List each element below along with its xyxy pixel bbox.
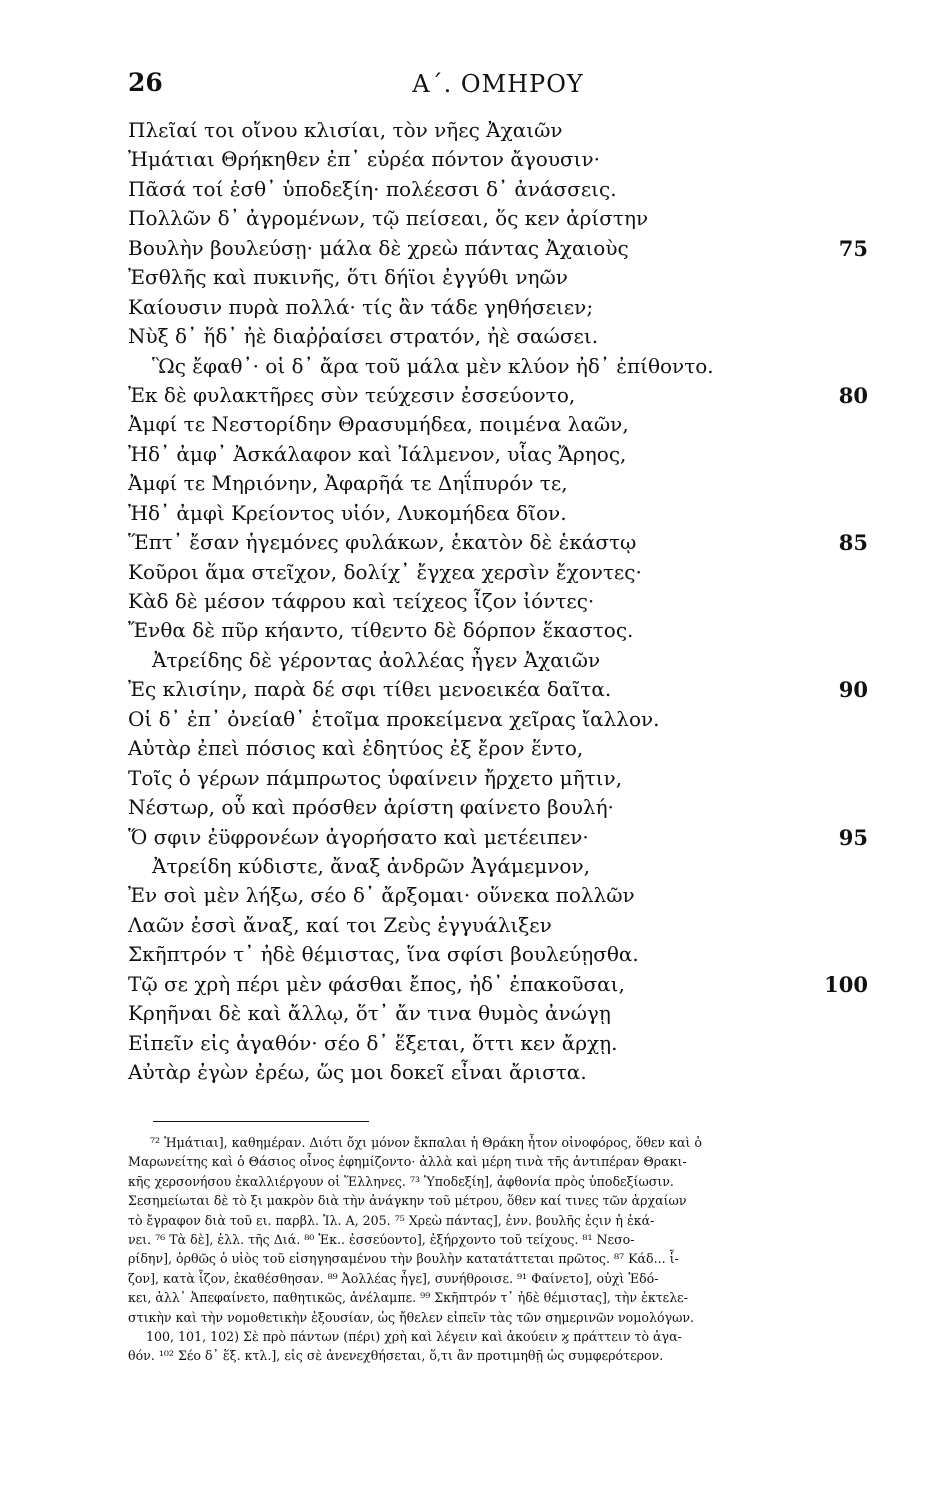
line-number: 80 bbox=[838, 382, 868, 408]
line-number: 85 bbox=[838, 530, 868, 556]
verse-line bbox=[128, 793, 868, 822]
footnote-line: ζον], κατὰ ἷζον, ἐκαθέσθησαν. ⁸⁹ Ἀολλέας ἦγε], συνήθροισε. ⁹¹ Φαίνετο], οὐχὶ Ἐδό- bbox=[128, 1270, 659, 1286]
verse-line bbox=[128, 587, 868, 616]
verse-text: Αὐτὰρ ἐγὼν ἐρέω, ὥς μοι δοκεῖ εἶναι ἄριστα. bbox=[128, 1060, 587, 1084]
verse-text: Νὺξ δ᾽ ἥδ᾽ ἠὲ διαῤῥαίσει στρατόν, ἠὲ σαώσει. bbox=[128, 324, 599, 349]
verse-line bbox=[128, 940, 868, 969]
footnote-line: ⁷² Ἠμάτιαι], καθημέραν. Διότι ὄχι μόνον ἔκπαλαι ἡ Θράκη ἦτον οἰνοφόρος, ὅθεν καὶ ὁ bbox=[150, 1135, 702, 1150]
verse-line bbox=[128, 263, 868, 292]
verse-text: Λαῶν ἐσσὶ ἄναξ, καί τοι Ζεὺς ἐγγυάλιξεν bbox=[128, 912, 552, 937]
footnote-line: Μαρωνείτης καὶ ὁ Θάσιος οἶνος ἐφημίζοντο· ἀλλὰ καὶ μέρη τινὰ τῆς ἀντιπέραν Θρακι- bbox=[128, 1154, 687, 1170]
verse-text: Νέστωρ, οὗ καὶ πρόσθεν ἀρίστη φαίνετο βουλή· bbox=[128, 795, 614, 820]
verse-line bbox=[128, 145, 868, 174]
verse-line bbox=[128, 911, 868, 940]
verse-text: Ἐς κλισίην, παρὰ δέ σφι τίθει μενοεικέα δαῖτα. bbox=[128, 677, 612, 702]
verse-text: Σκῆπτρόν τ᾽ ἠδὲ θέμιστας, ἵνα σφίσι βουλεύῃσθα. bbox=[128, 942, 639, 967]
page-header bbox=[128, 68, 868, 108]
footnote-line: στικὴν καὶ τὴν νομοθετικὴν ἐξουσίαν, ὡς ἤθελεν εἰπεῖν τὰς τῶν σημερινῶν νομολόγων. bbox=[128, 1309, 695, 1325]
verse-text: Ἕπτ᾽ ἔσαν ἡγεμόνες φυλάκων, ἑκατὸν δὲ ἑκάστῳ bbox=[128, 530, 637, 555]
verse-line bbox=[128, 705, 868, 734]
verse-text: Πᾶσά τοί ἐσθ᾽ ὑποδεξίη· πολέεσσι δ᾽ ἀνάσσεις. bbox=[128, 176, 617, 201]
line-number: 95 bbox=[838, 824, 868, 850]
verse-text: Ἀτρείδης δὲ γέροντας ἀολλέας ἦγεν Ἀχαιῶν bbox=[152, 647, 601, 672]
verse-text: Εἰπεῖν εἰς ἀγαθόν· σέο δ᾽ ἕξεται, ὅττι κεν ἄρχῃ. bbox=[128, 1030, 618, 1055]
verse-line bbox=[128, 1058, 868, 1087]
verse-text: Ἠδ᾽ ἀμφ᾽ Ἀσκάλαφον καὶ Ἰάλμενον, υἷας Ἄρηος, bbox=[128, 441, 627, 466]
verse-text: Ἀτρείδη κύδιστε, ἄναξ ἀνδρῶν Ἀγάμεμνον, bbox=[152, 853, 590, 878]
verse-line bbox=[128, 499, 868, 528]
verse-text: Καίουσιν πυρὰ πολλά· τίς ἂν τάδε γηθήσειεν; bbox=[128, 294, 594, 319]
verse-line bbox=[128, 646, 868, 675]
verse-text: Ἠμάτιαι Θρήκηθεν ἐπ᾽ εὐρέα πόντον ἄγουσιν· bbox=[128, 147, 600, 172]
footnote-line: τὸ ἔγραφον διὰ τοῦ ει. παρβλ. Ἰλ. Α, 205. ⁷⁵ Χρεὼ πάντας], ἐνν. βουλῆς ἐςιν ἡ ἐκά- bbox=[128, 1212, 655, 1228]
verse-line bbox=[128, 999, 868, 1028]
verse-line bbox=[128, 116, 868, 145]
verse-line bbox=[128, 204, 868, 233]
page-number: 26 bbox=[128, 68, 163, 97]
verse-line bbox=[128, 440, 868, 469]
verse-text: Οἱ δ᾽ ἐπ᾽ ὀνείαθ᾽ ἑτοῖμα προκείμενα χεῖρας ἴαλλον. bbox=[128, 706, 660, 731]
verse-line bbox=[128, 558, 868, 587]
verse-text: Πολλῶν δ᾽ ἀγρομένων, τῷ πείσεαι, ὅς κεν ἀρίστην bbox=[128, 206, 649, 231]
verse-text: Τοῖς ὁ γέρων πάμπρωτος ὑφαίνειν ἤρχετο μῆτιν, bbox=[128, 765, 623, 790]
footnote-line: κῆς χερσονήσου ἐκαλλιέργουν οἱ Ἕλληνες. ⁷³ Ὑποδεξίη], ἀφθονία πρὸς ὑποδεξίωσιν. bbox=[128, 1173, 674, 1189]
verse-text: Ἐσθλῆς καὶ πυκινῆς, ὅτι δήϊοι ἐγγύθι νηῶν bbox=[128, 265, 568, 290]
verse-text: Ἀμφί τε Νεστορίδην Θρασυμήδεα, ποιμένα λαῶν, bbox=[128, 412, 629, 437]
verse-text: Τῷ σε χρὴ πέρι μὲν φάσθαι ἔπος, ἠδ᾽ ἐπακοῦσαι, bbox=[128, 971, 625, 996]
verse-text: Ὅ σφιν ἐϋφρονέων ἀγορήσατο καὶ μετέειπεν· bbox=[128, 824, 589, 849]
verse-block bbox=[128, 116, 868, 1087]
verse-text: Κρηῆναι δὲ καὶ ἄλλῳ, ὅτ᾽ ἄν τινα θυμὸς ἀνώγῃ bbox=[128, 1001, 611, 1026]
verse-text: Κοῦροι ἅμα στεῖχον, δολίχ᾽ ἔγχεα χερσὶν ἔχοντες· bbox=[128, 559, 642, 584]
verse-line bbox=[128, 616, 868, 645]
verse-text: Ἐκ δὲ φυλακτῆρες σὺν τεύχεσιν ἐσσεύοντο, bbox=[128, 382, 576, 407]
footnote-line: 100, 101, 102) Σὲ πρὸ πάντων (πέρι) χρὴ καὶ λέγειν καὶ ἀκούειν ϗ πράττειν τὸ ἀγα- bbox=[146, 1328, 682, 1344]
verse-line bbox=[128, 352, 868, 381]
verse-line bbox=[128, 823, 868, 852]
verse-line bbox=[128, 734, 868, 763]
footnote-line: θόν. ¹⁰² Σέο δ᾽ ἕξ. κτλ.], εἰς σὲ ἀνενεχθήσεται, ὅ,τι ἂν προτιμηθῇ ὡς συμφερότερον. bbox=[128, 1348, 664, 1364]
verse-line bbox=[128, 381, 868, 410]
verse-line bbox=[128, 852, 868, 881]
verse-line bbox=[128, 764, 868, 793]
footnote-line: νει. ⁷⁶ Τὰ δὲ], ἑλλ. τῆς Διά. ⁸⁰ Ἐκ.. ἐσσεύοντο], ἐξήρχοντο τοῦ τείχους. ⁸¹ Νεσο- bbox=[128, 1231, 635, 1247]
verse-text: Ἀμφί τε Μηριόνην, Ἀφαρῆά τε Δηΐπυρόν τε, bbox=[128, 471, 568, 496]
verse-text: Πλεῖαί τοι οἴνου κλισίαι, τὸν νῆες Ἀχαιῶν bbox=[128, 118, 563, 142]
verse-line bbox=[128, 322, 868, 351]
footnotes-block bbox=[128, 1133, 878, 1366]
verse-line bbox=[128, 970, 868, 999]
line-number: 90 bbox=[838, 677, 868, 703]
verse-text: Αὐτὰρ ἐπεὶ πόσιος καὶ ἐδητύος ἐξ ἔρον ἕντο, bbox=[128, 736, 584, 761]
footnote-line: Σεσημείωται δὲ τὸ ξι μακρὸν διὰ τὴν ἀνάγκην τοῦ μέτρου, ὅθεν καί τινες τῶν ἀρχαίων bbox=[128, 1193, 687, 1209]
verse-line bbox=[128, 881, 868, 910]
line-number: 75 bbox=[838, 235, 868, 261]
verse-line bbox=[128, 234, 868, 263]
verse-line bbox=[128, 528, 868, 557]
footnote-line: κει, ἀλλ᾽ Ἀπεφαίνετο, παθητικῶς, ἀνέλαμπε. ⁹⁹ Σκῆπτρόν τ᾽ ἠδὲ θέμιστας], τὴν ἐκτελε- bbox=[128, 1290, 688, 1306]
footnote-line: ρίδην], ὀρθῶς ὁ υἱὸς τοῦ εἰσηγησαμένου τὴν βουλὴν κατατάττεται πρῶτος. ⁸⁷ Κάδ... ἷ- bbox=[128, 1251, 679, 1267]
running-head: Α΄. ΟΜΗΡΟΥ bbox=[412, 70, 584, 98]
line-number: 100 bbox=[824, 971, 868, 997]
verse-text: Ἠδ᾽ ἀμφὶ Κρείοντος υἱόν, Λυκομήδεα δῖον. bbox=[128, 500, 567, 525]
verse-line bbox=[128, 410, 868, 439]
verse-line bbox=[128, 175, 868, 204]
verse-line bbox=[128, 1029, 868, 1058]
verse-line bbox=[128, 469, 868, 498]
verse-text: Ἐν σοὶ μὲν λήξω, σέο δ᾽ ἄρξομαι· οὕνεκα πολλῶν bbox=[128, 883, 635, 908]
verse-line bbox=[128, 675, 868, 704]
verse-line bbox=[128, 293, 868, 322]
verse-text: Κὰδ δὲ μέσον τάφρου καὶ τείχεος ἷζον ἰόντες· bbox=[128, 589, 595, 613]
verse-text: Ἔνθα δὲ πῦρ κήαντο, τίθεντο δὲ δόρπον ἕκαστος. bbox=[128, 618, 634, 643]
footnote-rule bbox=[153, 1121, 369, 1122]
verse-text: Βουλὴν βουλεύσῃ· μάλα δὲ χρεὼ πάντας Ἀχαιοὺς bbox=[128, 235, 629, 260]
verse-text: Ὣς ἔφαθ᾽· οἱ δ᾽ ἄρα τοῦ μάλα μὲν κλύον ἠδ᾽ ἐπίθοντο. bbox=[152, 353, 714, 378]
